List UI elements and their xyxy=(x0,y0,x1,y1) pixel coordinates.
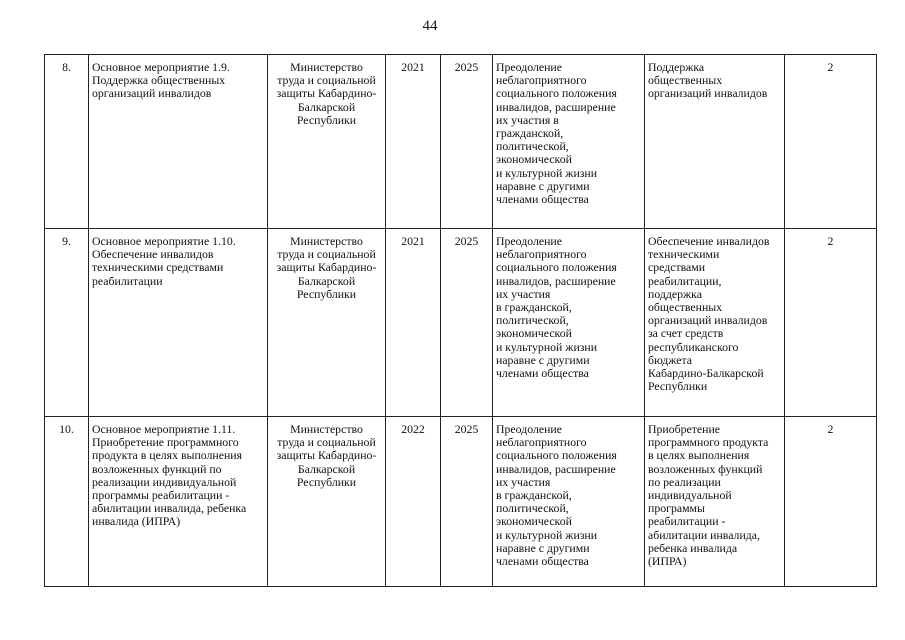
event-name: Основное мероприятие 1.11. Приобретение программного продукта в целях выполнения возложенных функций по реализации индивидуальной программы реабилитации - абилитации инвалида, ребенка инвалида (ИПРА) xyxy=(89,417,268,587)
expected-result: Преодоление неблагоприятного социального положения инвалидов, расширение их участия в гражданской, политической, экономической и культурной жизни наравне с другими членами общества xyxy=(493,229,645,417)
executor-name: Министерство труда и социальной защиты Кабардино- Балкарской Республики xyxy=(268,229,386,417)
row-number: 10. xyxy=(45,417,89,587)
main-directions: Приобретение программного продукта в целях выполнения возложенных функций по реализации индивидуальной программы реабилитации - абилитации инвалида, ребенка инвалида (ИПРА) xyxy=(645,417,785,587)
indicator-value: 2 xyxy=(785,417,877,587)
start-year: 2022 xyxy=(386,417,441,587)
executor-name: Министерство труда и социальной защиты Кабардино- Балкарской Республики xyxy=(268,55,386,229)
table-row xyxy=(45,417,877,587)
expected-result: Преодоление неблагоприятного социального положения инвалидов, расширение их участия в гражданской, политической, экономической и культурной жизни наравне с другими членами общества xyxy=(493,55,645,229)
end-year: 2025 xyxy=(441,417,493,587)
end-year: 2025 xyxy=(441,229,493,417)
event-name: Основное мероприятие 1.10. Обеспечение инвалидов техническими средствами реабилитации xyxy=(89,229,268,417)
start-year: 2021 xyxy=(386,55,441,229)
start-year: 2021 xyxy=(386,229,441,417)
main-directions: Обеспечение инвалидов техническими средствами реабилитации, поддержка общественных организаций инвалидов за счет средств республиканского бюджета Кабардино-Балкарской Республики xyxy=(645,229,785,417)
indicator-value: 2 xyxy=(785,229,877,417)
end-year: 2025 xyxy=(441,55,493,229)
table-row xyxy=(45,55,877,229)
main-directions: Поддержка общественных организаций инвалидов xyxy=(645,55,785,229)
indicator-value: 2 xyxy=(785,55,877,229)
page-number: 44 xyxy=(422,18,438,34)
executor-name: Министерство труда и социальной защиты Кабардино- Балкарской Республики xyxy=(268,417,386,587)
table-row xyxy=(45,229,877,417)
event-name: Основное мероприятие 1.9. Поддержка общественных организаций инвалидов xyxy=(89,55,268,229)
expected-result: Преодоление неблагоприятного социального положения инвалидов, расширение их участия в гражданской, политической, экономической и культурной жизни наравне с другими членами общества xyxy=(493,417,645,587)
measures-table xyxy=(44,54,877,587)
row-number: 9. xyxy=(45,229,89,417)
row-number: 8. xyxy=(45,55,89,229)
